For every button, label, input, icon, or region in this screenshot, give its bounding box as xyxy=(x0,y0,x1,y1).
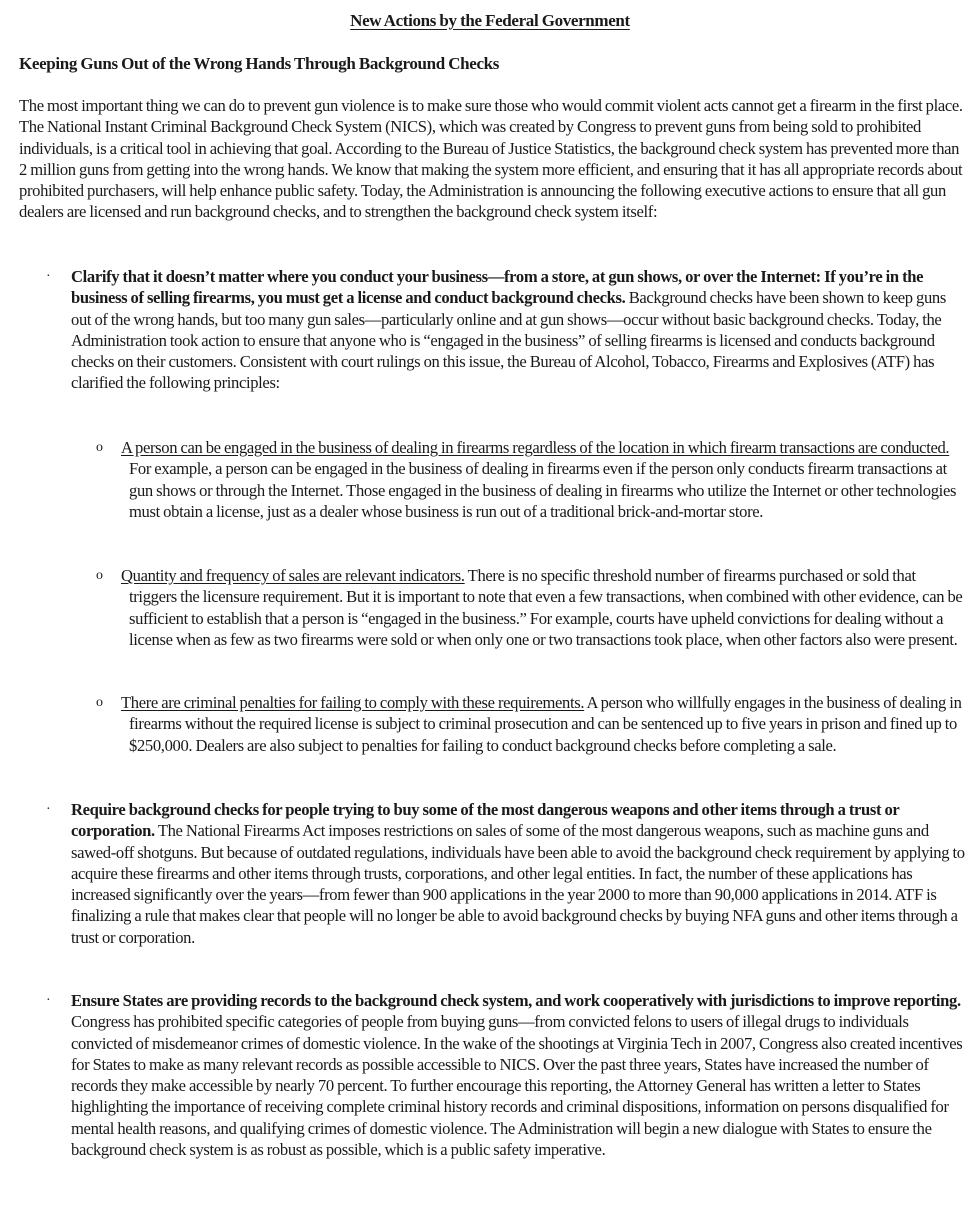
section-heading: Keeping Guns Out of the Wrong Hands Through Background Checks xyxy=(19,54,500,73)
sub-bullet-item xyxy=(96,565,966,650)
bullet-body xyxy=(71,266,966,394)
bullet-text: Congress has prohibited specific categories of people from buying guns—from convicted felons to users of illegal drugs to individuals convicted of misdemeanor crimes of domestic violence. In the wake of the shootings at Virginia Tech in 2007, Congress also created incentives for States to make as many relevant records as possible accessible to NICS. Over the past three years, States have increased the number of records they make accessible by nearly 70 percent. To further encourage this reporting, the Attorney General has written a letter to States highlighting the importance of receiving complete criminal history records and criminal dispositions, information on persons disqualified for mental health reasons, and qualifying crimes of domestic violence. The Administration will begin a new dialogue with States to ensure the background check system is as robust as possible, which is a public safety imperative. xyxy=(71,1012,963,1160)
sub-bullet-item xyxy=(96,692,966,756)
bullet-text: Background checks have been shown to keep guns out of the wrong hands, but too many gun sales—particularly online and at gun shows—occur without basic background checks. Today, the Administration took action to ensure that anyone who is “engaged in the business” of selling firearms is licensed and conducts background checks on their customers. Consistent with court rulings on this issue, the Bureau of Alcohol, Tobacco, Firearms and Explosives (ATF) has clarified the following principles: xyxy=(71,288,946,393)
bullet-heading: Ensure States are providing records to the background check system, and work cooperatively with jurisdictions to improve reporting. xyxy=(71,991,961,1010)
sub-bullet-body xyxy=(121,692,966,756)
sub-bullet-text: A person who willfully engages in the business of dealing in firearms without the required license is subject to criminal prosecution and can be sentenced up to five years in prison and fined up to $250,000. Dealers are also subject to penalties for failing to conduct background checks before completing a sale. xyxy=(129,693,962,755)
sub-bullet-body xyxy=(121,565,966,650)
bullet-marker: · xyxy=(46,269,51,284)
bullet-heading: Require background checks for people trying to buy some of the most dangerous weapons and other items through a trust or corporation. xyxy=(71,800,900,841)
sub-bullet-text: There is no specific threshold number of firearms purchased or sold that triggers the licensure requirement. But it is important to note that even a few transactions, when combined with other evidence, can be sufficient to establish that a person is “engaged in the business.” For example, courts have upheld convictions for dealing without a license when as few as two firearms were sold or when only one or two transactions took place, when other factors also were present. xyxy=(129,566,963,649)
bullet-item xyxy=(46,266,966,394)
bullet-marker: · xyxy=(46,802,51,817)
document-title: New Actions by the Federal Government xyxy=(350,11,630,30)
bullet-marker: · xyxy=(46,993,51,1008)
bullet-text: The National Firearms Act imposes restrictions on sales of some of the most dangerous weapons, such as machine guns and sawed-off shotguns. But because of outdated regulations, individuals have been able to avoid the background check requirement by applying to acquire these firearms and other items through trusts, corporations, and other legal entities. In fact, the number of these applications has increased significantly over the years—from fewer than 900 applications in the year 2000 to more than 90,000 applications in 2014. ATF is finalizing a rule that makes clear that people will no longer be able to avoid background checks by buying NFA guns and other items through a trust or corporation. xyxy=(71,821,965,947)
sub-bullet-body xyxy=(121,437,966,522)
sub-bullet-marker: o xyxy=(96,695,103,710)
bullet-item xyxy=(46,990,966,1160)
bullet-heading: Clarify that it doesn’t matter where you conduct your business—from a store, at gun shows, or over the Internet: If you’re in the business of selling firearms, you must get a license and conduct background checks. xyxy=(71,267,924,308)
intro-paragraph: The most important thing we can do to prevent gun violence is to make sure those who would commit violent acts cannot get a firearm in the first place. The National Instant Criminal Background Check System (NICS), which was created by Congress to prevent guns from being sold to prohibited individuals, is a critical tool in achieving that goal. According to the Bureau of Justice Statistics, the background check system has prevented more than 2 million guns from getting into the wrong hands. We know that making the system more efficient, and ensuring that it has all appropriate records about prohibited purchasers, will help enhance public safety. Today, the Administration is announcing the following executive actions to ensure that all gun dealers are licensed and run background checks, and to strengthen the background check system itself: xyxy=(19,96,963,222)
bullet-body xyxy=(71,799,966,948)
sub-bullet-heading: A person can be engaged in the business of dealing in firearms regardless of the location in which firearm transactions are conducted. xyxy=(121,438,950,457)
bullet-body xyxy=(71,990,966,1160)
sub-bullet-text: For example, a person can be engaged in the business of dealing in firearms even if the person only conducts firearm transactions at gun shows or through the Internet. Those engaged in the business of dealing in firearms who utilize the Internet or other technologies must obtain a license, just as a dealer whose business is run out of a traditional brick-and-mortar store. xyxy=(129,459,957,521)
sub-bullet-item xyxy=(96,437,966,522)
sub-bullet-marker: o xyxy=(96,568,103,583)
bullet-item xyxy=(46,799,966,948)
sub-bullet-heading: Quantity and frequency of sales are relevant indicators. xyxy=(121,566,465,585)
sub-bullet-heading: There are criminal penalties for failing to comply with these requirements. xyxy=(121,693,585,712)
sub-bullet-marker: o xyxy=(96,440,103,455)
